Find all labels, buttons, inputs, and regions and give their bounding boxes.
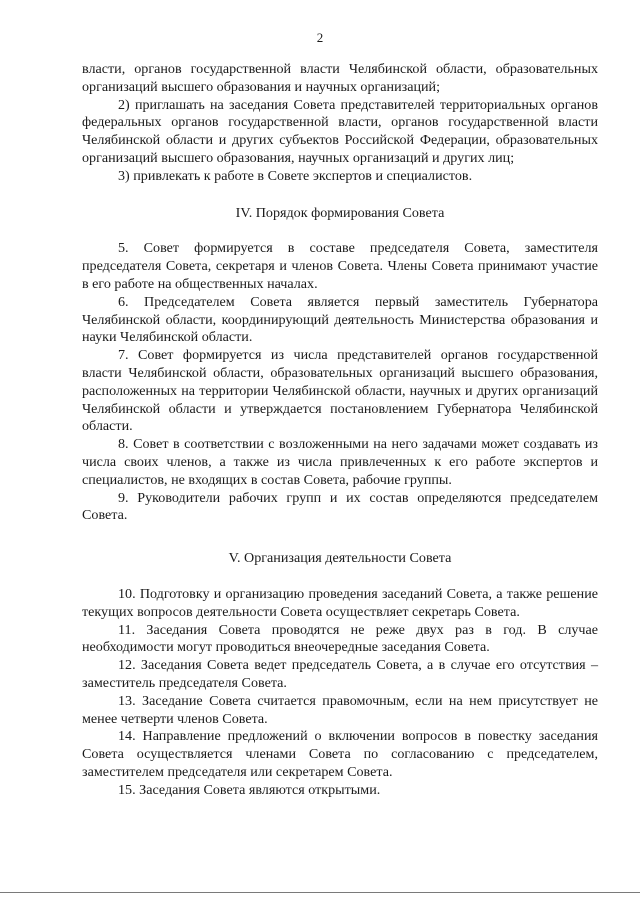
paragraph-continuation: власти, органов государственной власти Челябинской области, образовательных организаций высшего образования и научных организаций; bbox=[82, 61, 598, 95]
paragraph-9: 9. Руководители рабочих групп и их состав определяются председателем Совета. bbox=[82, 489, 598, 524]
paragraph-14: 14. Направление предложений о включении вопросов в повестку заседания Совета осуществляется членами Совета по согласованию с председателем, заместителем председателя или секретарем Совета. bbox=[82, 728, 598, 780]
paragraph-12: 12. Заседания Совета ведет председатель Совета, а в случае его отсутствия – заместитель председателя Совета. bbox=[82, 657, 598, 691]
section-heading-iv: IV. Порядок формирования Совета bbox=[235, 204, 445, 221]
paragraph-13: 13. Заседание Совета считается правомочным, если на нем присутствует не менее четверти членов Совета. bbox=[82, 692, 598, 727]
paragraph-item-2: 2) приглашать на заседания Совета представителей территориальных органов федеральных органов государственной власти, органов государственной власти Челябинской области и других субъектов Российской Федерации, образовательных организаций высшего образования, научных организаций и других лиц; bbox=[82, 96, 598, 166]
page-number: 2 bbox=[316, 30, 324, 45]
paragraph-15: 15. Заседания Совета являются открытыми. bbox=[118, 781, 381, 798]
paragraph-10: 10. Подготовку и организацию проведения заседаний Совета, а также решение текущих вопросов деятельности Совета осуществляет секретарь Совета. bbox=[82, 585, 598, 620]
document-body bbox=[82, 61, 598, 799]
section-heading-v: V. Организация деятельности Совета bbox=[228, 550, 452, 567]
paragraph-7: 7. Совет формируется из числа представителей органов государственной власти Челябинской области, образовательных организаций высшего образования, расположенных на территории Челябинской области, научных и других организаций Челябинской области и утверждается постановлением Губернатора Челябинской области. bbox=[82, 347, 598, 435]
footer-divider bbox=[0, 892, 640, 893]
paragraph-6: 6. Председателем Совета является первый заместитель Губернатора Челябинской области, координирующий деятельность Министерства образования и науки Челябинской области. bbox=[82, 293, 598, 346]
paragraph-11: 11. Заседания Совета проводятся не реже двух раз в год. В случае необходимости могут проводиться внеочередные заседания Совета. bbox=[82, 621, 598, 656]
paragraph-5: 5. Совет формируется в составе председателя Совета, заместителя председателя Совета, секретаря и членов Совета. Члены Совета принимают участие в его работе на общественных началах. bbox=[82, 240, 598, 292]
paragraph-item-3: 3) привлекать к работе в Совете экспертов и специалистов. bbox=[118, 167, 473, 184]
paragraph-8: 8. Совет в соответствии с возложенными на него задачами может создавать из числа своих членов, а также из числа привлеченных к его работе экспертов и специалистов, не входящих в состав Совета, рабочие группы. bbox=[82, 436, 598, 488]
